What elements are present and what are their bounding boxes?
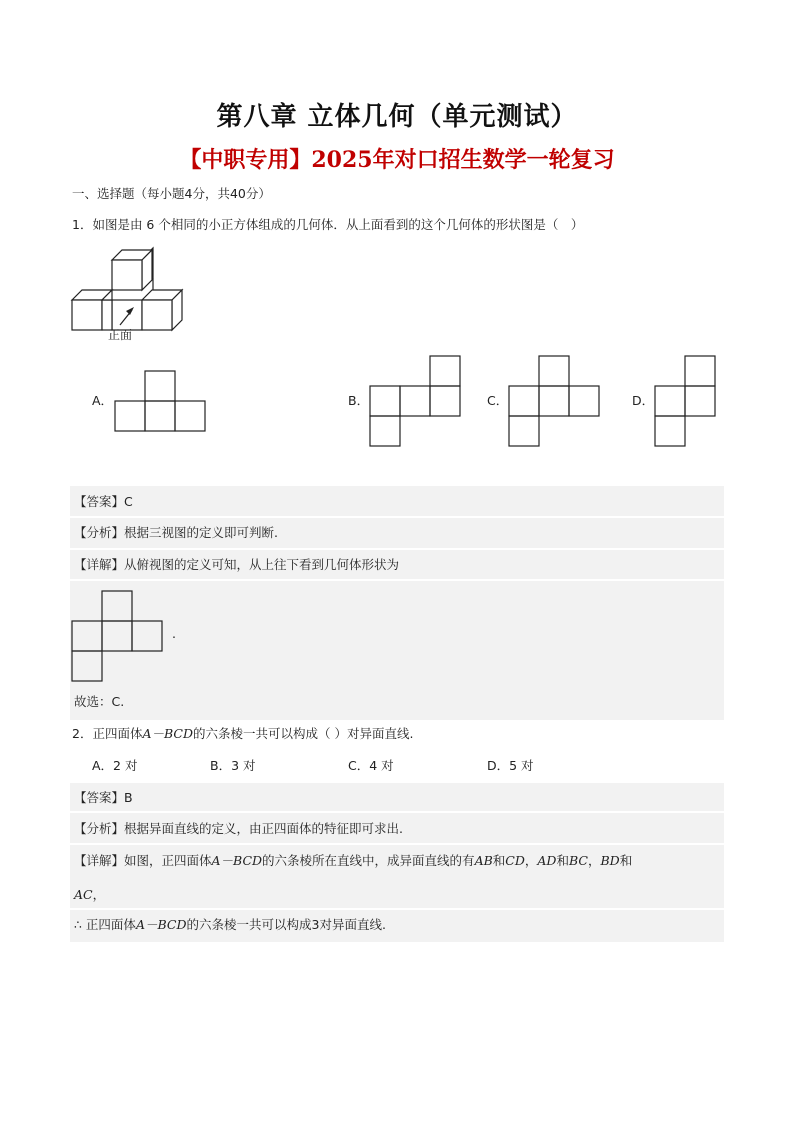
q1-option-d-figure bbox=[655, 355, 717, 447]
q2-solution-box bbox=[70, 783, 724, 942]
q2-detail-line2: AC， bbox=[74, 887, 106, 902]
q1-answer: 【答案】C bbox=[74, 494, 133, 509]
q1-option-c-label: C． bbox=[487, 393, 509, 408]
q2-option-b: B．3 对 bbox=[210, 758, 256, 773]
q1-stem: 1．如图是由 6 个相同的小正方体组成的几何体．从上面看到的这个几何体的形状图是（ ） bbox=[72, 217, 584, 232]
q2-option-a: A．2 对 bbox=[92, 758, 138, 773]
q1-option-a-label: A． bbox=[92, 393, 114, 408]
q2-option-c: C．4 对 bbox=[348, 758, 394, 773]
page-title: 第八章 立体几何（单元测试） bbox=[216, 102, 578, 132]
q1-option-b-figure bbox=[370, 355, 462, 447]
q2-answer: 【答案】B bbox=[74, 790, 133, 805]
q2-detail-line1: 【详解】如图，正四面体A－BCD的六条棱所在直线中，成异面直线的有AB和CD，AD和BC，BD和 bbox=[74, 853, 633, 868]
q1-option-c-figure bbox=[509, 355, 601, 447]
q2-stem: 2．正四面体A－BCD的六条棱一共可以构成（ ）对异面直线. bbox=[72, 726, 414, 741]
q1-solution-box bbox=[70, 486, 724, 720]
front-label: 正面 bbox=[108, 328, 133, 342]
q2-analysis: 【分析】根据异面直线的定义，由正四面体的特征即可求出. bbox=[74, 821, 403, 836]
q1-option-b-label: B． bbox=[348, 393, 370, 408]
q1-detail: 【详解】从俯视图的定义可知，从上往下看到几何体形状为 bbox=[74, 557, 400, 572]
q2-option-d: D．5 对 bbox=[487, 758, 534, 773]
section-heading: 一、选择题（每小题4分，共40分） bbox=[72, 186, 271, 201]
page-subtitle: 【中职专用】2025年对口招生数学一轮复习 bbox=[179, 147, 615, 173]
q1-option-d-label: D． bbox=[632, 393, 655, 408]
q1-conclusion: 故选：C. bbox=[74, 694, 125, 709]
q1-analysis: 【分析】根据三视图的定义即可判断. bbox=[74, 525, 278, 540]
q1-option-a-figure bbox=[115, 370, 207, 432]
q1-detail-dot: . bbox=[172, 626, 176, 641]
q2-conclusion: ∴ 正四面体A－BCD的六条棱一共可以构成3对异面直线. bbox=[74, 917, 386, 932]
q1-top-view-figure bbox=[72, 590, 164, 682]
